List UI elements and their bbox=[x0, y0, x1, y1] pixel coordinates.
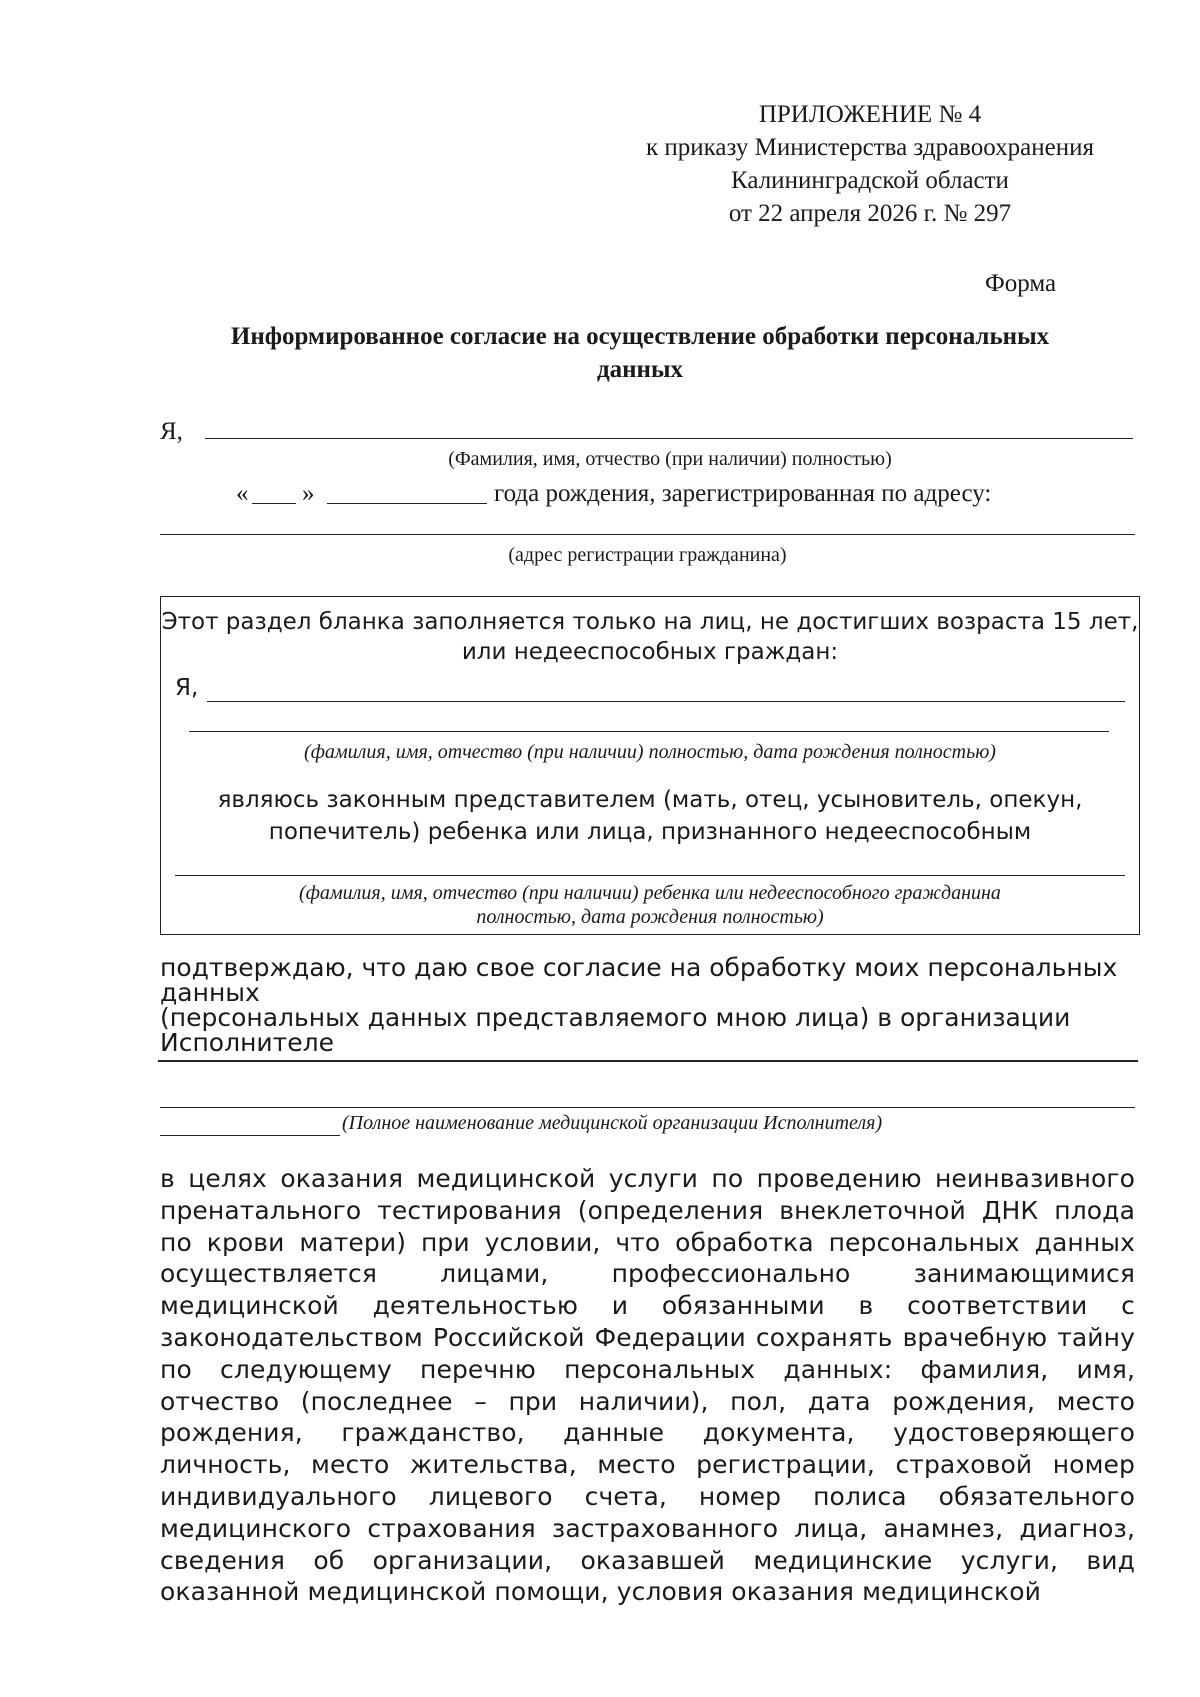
organization-caption: (Полное наименование медицинской организации Исполнителя) bbox=[342, 1112, 883, 1134]
title-line-2: данных bbox=[597, 356, 683, 383]
document-title bbox=[150, 320, 1130, 386]
form-label: Форма bbox=[985, 270, 1057, 297]
guardian-prefix: Я, bbox=[175, 675, 199, 701]
guardian-intro-line-1: Этот раздел бланка заполняется только на лиц, не достигших возраста 15 лет, bbox=[161, 609, 1139, 635]
consent-purpose-paragraph: в целях оказания медицинской услуги по проведению неинвазивного пренатального тестирования (определения внеклеточной ДНК плода по крови матери) при условии, что обработка персональных данных осуществляется лицами, профессионально занимающимися медицинской деятельностью и обязанными в соответствии с законодательством Российской Федерации сохранять врачебную тайну по следующему перечню персональных данных: фамилия, имя, отчество (последнее – при наличии), пол, дата рождения, место рождения, гражданство, данные документа, удостоверяющего личность, место жительства, место регистрации, страховой номер индивидуального лицевого счета, номер полиса обязательного медицинского страхования застрахованного лица, анамнез, диагноз, сведения об организации, оказавшей медицинские услуги, вид оказанной медицинской помощи, условия оказания медицинской bbox=[160, 1164, 1135, 1607]
title-line-1: Информированное согласие на осуществление обработки персональных bbox=[230, 323, 1050, 350]
address-caption: (адрес регистрации гражданина) bbox=[508, 544, 787, 566]
organization-input-line-2[interactable] bbox=[160, 1107, 1135, 1108]
guardian-section-box bbox=[160, 596, 1140, 935]
fio-prefix: Я, bbox=[160, 418, 183, 445]
child-caption-line-2: полностью, дата рождения полностью) bbox=[476, 906, 824, 928]
consent-statement bbox=[160, 955, 1140, 1055]
guardian-fio-line[interactable] bbox=[207, 701, 1125, 702]
organization-input-line-3[interactable] bbox=[160, 1135, 340, 1136]
guardian-statement-line-2: попечитель) ребенка или лица, признанного недееспособным bbox=[268, 819, 1032, 845]
birth-day-line[interactable] bbox=[252, 503, 296, 504]
birth-line-suffix: года рождения, зарегистрированная по адресу: bbox=[494, 480, 992, 507]
consent-line-2: (персональных данных представляемого мною лица) в организации bbox=[160, 1003, 1071, 1032]
fio-caption: (Фамилия, имя, отчество (при наличии) полностью) bbox=[448, 448, 892, 470]
guardian-fio-line-2[interactable] bbox=[189, 731, 1109, 732]
consent-line-3: Исполнителе bbox=[160, 1028, 334, 1057]
guardian-statement-line-1: являюсь законным представителем (мать, отец, усыновитель, опекун, bbox=[217, 787, 1083, 813]
child-caption-line-1: (фамилия, имя, отчество (при наличии) ребенка или недееспособного гражданина bbox=[299, 882, 1001, 904]
organization-input-line[interactable] bbox=[158, 1060, 1138, 1062]
birth-open-quote: « bbox=[236, 480, 249, 507]
birth-close-quote: » bbox=[302, 480, 315, 507]
birth-month-year-line[interactable] bbox=[327, 503, 487, 504]
consent-line-1: подтверждаю, что даю свое согласие на обработку моих персональных данных bbox=[160, 953, 1118, 1007]
region-name: Калининградской области bbox=[731, 167, 1009, 194]
order-reference: к приказу Министерства здравоохранения bbox=[645, 134, 1095, 161]
fio-input-line[interactable] bbox=[205, 438, 1133, 439]
address-input-line[interactable] bbox=[160, 534, 1135, 535]
appendix-number: ПРИЛОЖЕНИЕ № 4 bbox=[758, 101, 982, 128]
guardian-intro-line-2: или недееспособных граждан: bbox=[461, 639, 839, 665]
appendix-header bbox=[600, 98, 1140, 230]
order-date: от 22 апреля 2026 г. № 297 bbox=[728, 200, 1012, 227]
child-fio-line[interactable] bbox=[175, 875, 1125, 876]
guardian-fio-caption: (фамилия, имя, отчество (при наличии) полностью, дата рождения полностью) bbox=[304, 741, 996, 763]
